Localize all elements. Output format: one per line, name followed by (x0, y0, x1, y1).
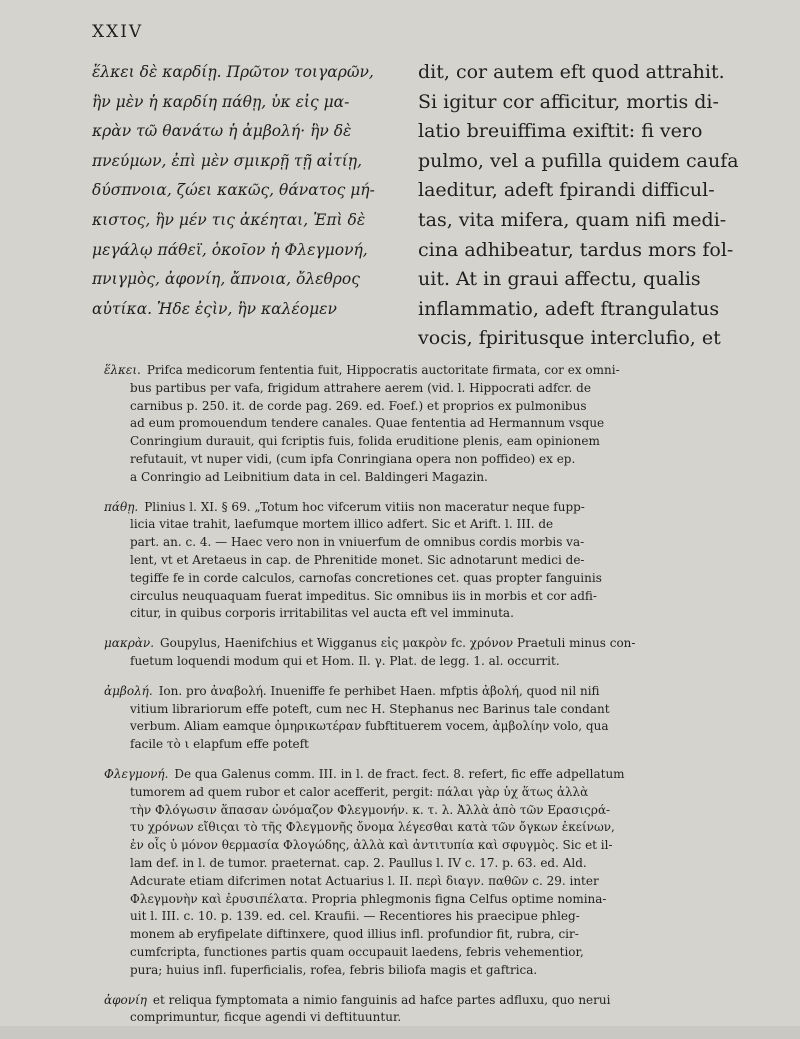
footnote-line: tumorem ad quem rubor et calor acefferit, pergit: πάλαι γὰρ ὑχ ἅτως ἀλλὰ (130, 784, 589, 799)
footnote-line (104, 499, 754, 517)
footnote-line: Conringium durauit, qui fcriptis fuis, folida eruditione plenis, eam opinionem (130, 434, 600, 449)
footnote-line: circulus neuquaquam fuerat impeditus. Sic omnibus iis in morbis et cor adfi- (130, 588, 597, 603)
footnote-line: uit l. III. c. 10. p. 139. ed. cel. Kraufii. — Recentiores his praecipue phleg- (130, 909, 580, 924)
footnote-line: facile τὸ ι elapfum effe poteft (130, 737, 309, 752)
footnote-line: τὴν Φλόγωσιν ἅπασαν ὠνόμαζον Φλεγμονήν. κ. τ. λ. Ἀλλὰ ἀπὸ τῶν Ερασιςρά- (130, 802, 611, 817)
footnote-text: Goupylus, Haenifchius et Wigganus εἰς μακρὸν fc. χρόνον Praetuli minus con- (160, 636, 636, 651)
footnote-line: tegiffe fe in corde calculos, carnofas concretiones cet. quas propter fanguinis (130, 570, 602, 585)
footnote-line: ad eum promouendum tendere canales. Quae fententia ad Hermannum vsque (130, 416, 605, 431)
footnote-line: citur, in quibus corporis irritabilitas vel aucta eft vel imminuta. (130, 606, 514, 621)
footnote-line (104, 683, 754, 701)
greek-line: πνεύμων, ἐπὶ μὲν σμικρῇ τῇ αἰτίῃ, (92, 151, 363, 170)
footnote-line: cumfcripta, functiones partis quam occupauit laedens, febris vehementior, (130, 944, 584, 959)
footnote-line (104, 362, 754, 380)
footnote-line: lent, vt et Aretaeus in cap. de Phrenitide monet. Sic adnotarunt medici de- (130, 552, 585, 567)
footnote-line: bus partibus per vafa, frigidum attrahere aerem (vid. l. Hippocrati adfcr. de (130, 380, 591, 395)
footnote-lemma: πάθῃ. (104, 499, 139, 514)
latin-line: dit, cor autem eft quod attrahit. (418, 61, 725, 83)
footnote-text: De qua Galenus comm. III. in l. de fract. fect. 8. refert, fic effe adpellatum (174, 766, 625, 781)
footnote-lemma: ἕλκει. (104, 363, 141, 377)
footnote (104, 992, 754, 1028)
footnotes (104, 362, 754, 1039)
latin-line: cina adhibeatur, tardus mors fol- (418, 238, 734, 261)
footnote-line: Adcurate etiam difcrimen notat Actuarius l. II. περὶ διαγν. παθῶν c. 29. inter (130, 873, 599, 888)
footnote-text: Ion. pro ἀναβολή. Inueniffe fe perhibet Haen. mfptis ἀβολή, quod nil nifi (158, 683, 600, 698)
greek-line: κρὰν τῶ θανάτω ἡ ἀμβολή· ἣν δὲ (92, 122, 352, 141)
footnote-line: a Conringio ad Leibnitium data in cel. Baldingeri Magazin. (130, 469, 488, 484)
latin-line: Si igitur cor afficitur, mortis di- (418, 90, 719, 113)
greek-line: κιστος, ἣν μέν τις ἀκέηται, Ἐπὶ δὲ (92, 210, 366, 229)
latin-line: vocis, fpiritusque interclufio, et (418, 327, 721, 350)
footnote-line: monem ab eryfipelate diftinxere, quod illius infl. profundior fit, rubra, cir- (130, 927, 579, 942)
footnote-lemma: μακρὰν. (104, 636, 155, 651)
footnote-lemma: ἀφονίη (104, 992, 147, 1007)
footnote-line: fuetum loquendi modum qui et Hom. Il. γ. Plat. de legg. 1. al. occurrit. (130, 653, 560, 668)
footnote-line: refutauit, vt nuper vidi, (cum ipfa Conringiana opera non poffideo) ex ep. (130, 451, 576, 466)
footnote-lemma: Φλεγμονή. (104, 766, 169, 781)
footnote-line: τυ χρόνων εἴθιςαι τὸ τῆς Φλεγμονῆς ὄνομα λέγεσθαι κατὰ τῶν ὄγκων ἐκείνων, (130, 820, 615, 835)
footnote-line: carnibus p. 250. it. de corde pag. 269. ed. Foef.) et proprios ex pulmonibus (130, 398, 587, 413)
footnote (104, 766, 754, 980)
latin-line: latio breuiffima exiftit: fi vero (418, 120, 703, 143)
footnote (104, 683, 754, 754)
footnote-line: pura; huius infl. fuperficialis, rofea, febris biliofa magis et gaftrica. (130, 962, 538, 977)
footnote-line (104, 766, 754, 784)
latin-line: uit. At in graui affectu, qualis (418, 268, 701, 291)
latin-line: pulmo, vel a pufilla quidem caufa (418, 149, 739, 172)
latin-text-column (418, 58, 758, 354)
footnote-line: comprimuntur, ficque agendi vi deftituuntur. (130, 1010, 402, 1025)
greek-line: πνιγμὸς, ἀφονίη, ἄπνοια, ὄλεθρος (92, 270, 360, 289)
footnote-line: Φλεγμονὴν καὶ ἐρυσιπέλατα. Propria phlegmonis figna Celfus optime nomina- (130, 891, 607, 906)
footnote-text: Prifca medicorum fententia fuit, Hippocratis auctoritate firmata, cor ex omni- (146, 363, 620, 377)
footnote-line (104, 992, 754, 1010)
footnote-line (104, 635, 754, 653)
greek-line: ἕλκει δὲ καρδίῃ. Πρῶτον τοιγαρῶν, (92, 63, 374, 81)
footnote-line: vitium librariorum effe poteft, cum nec H. Stephanus nec Barinus tale condant (130, 701, 610, 716)
greek-line: αὐτίκα. Ἡδε ἐςὶν, ἣν καλέομεν (92, 299, 337, 318)
footnote-lemma: ἀμβολή. (104, 683, 153, 698)
greek-text-column (92, 58, 410, 324)
footnote-line: verbum. Aliam eamque ὁμηρικωτέραν fubftituerem vocem, ἀμβολίην volo, qua (130, 719, 609, 734)
latin-line: laeditur, adeft fpirandi difficul- (418, 179, 715, 202)
greek-line: δύσπνοια, ζώει κακῶς, θάνατος μή- (92, 181, 375, 200)
latin-line: inflammatio, adeft ftrangulatus (418, 297, 720, 320)
page-number: XXIV (92, 22, 144, 42)
footnote (104, 362, 754, 487)
footnote (104, 499, 754, 624)
greek-line: ἣν μὲν ἡ καρδίη πάθῃ, ὑκ εἰς μα- (92, 92, 350, 111)
latin-line: tas, vita mifera, quam nifi medi- (418, 208, 727, 231)
footnote-line: lam def. in l. de tumor. praeternat. cap. 2. Paullus l. IV c. 17. p. 63. ed. Ald. (130, 855, 587, 870)
footnote (104, 635, 754, 671)
footnote-line: part. an. c. 4. — Haec vero non in vniuerfum de omnibus cordis morbis va- (130, 535, 585, 550)
footnote-text: et reliqua fymptomata a nimio fanguinis ad hafce partes adfluxu, quo nerui (152, 992, 611, 1007)
footnote-line: licia vitae trahit, laefumque mortem illico adfert. Sic et Arift. l. III. de (130, 517, 554, 532)
footnote-line: ἐν οἷς ὑ μόνον θερμασία Φλογώδης, ἀλλὰ καὶ ἀντιτυπία καὶ σφυγμὸς. Sic et il- (130, 838, 613, 853)
footnote-text: Plinius l. XI. § 69. „Totum hoc vifcerum vitiis non maceratur neque fupp- (144, 499, 585, 514)
greek-line: μεγάλῳ πάθεϊ, ὁκοῖον ἡ Φλεγμονή, (92, 240, 368, 259)
